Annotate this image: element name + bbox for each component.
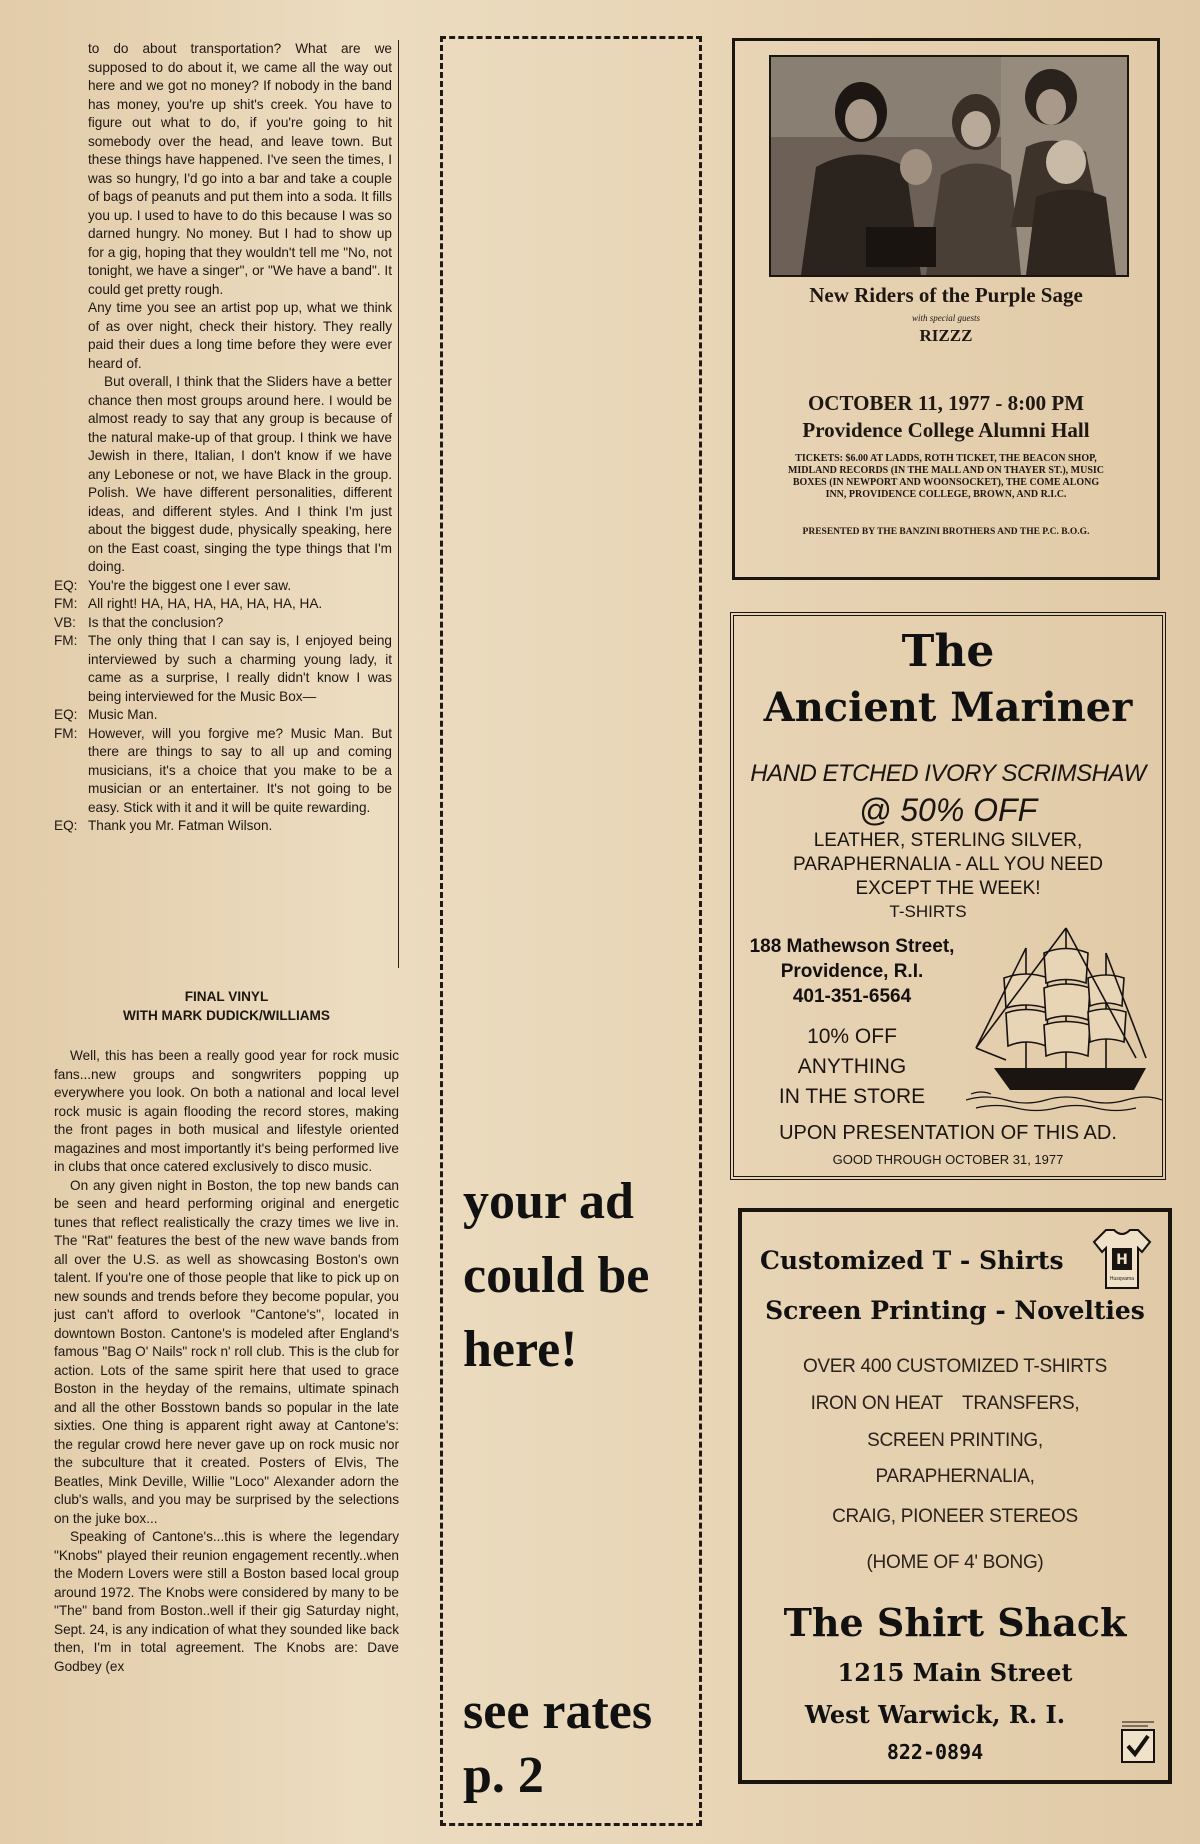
dialogue-line [54, 595, 392, 614]
badge-label: Husqvarna [1109, 1276, 1135, 1282]
shirt-item: IRON ON HEAT TRANSFERS, [810, 1393, 1080, 1414]
speaker: FM: [54, 596, 78, 611]
concert-date: OCTOBER 11, 1977 - 8:00 PM [807, 391, 1085, 415]
sailing-ship-icon [966, 908, 1162, 1118]
shirt-item: SCREEN PRINTING, [867, 1430, 1043, 1451]
dialogue-line [54, 614, 392, 633]
shop-phone: 822-0894 [886, 1740, 984, 1764]
interview-body [54, 40, 392, 577]
final-vinyl-heading [54, 988, 399, 1025]
checkmark-stamp-icon [1118, 1718, 1158, 1768]
concert-ad [732, 38, 1160, 580]
shirt-item: (HOME OF 4' BONG) [866, 1552, 1044, 1573]
mariner-presentation: UPON PRESENTATION OF THIS AD. [779, 1122, 1117, 1144]
heading-line: WITH MARK DUDICK/WILLIAMS [123, 1007, 330, 1023]
speaker: EQ: [54, 707, 78, 722]
article-paragraph: Speaking of Cantone's...this is where the legendary "Knobs" played their reunion engagement recently..when the Modern Lovers were still a Boston based local group around 1972. The Knobs were considered by many to be "The" band from Boston..well if their gig Saturday night, Sept. 24, is any indication of what they sounded like back then, I'm in total agreement. The Knobs are: Dave Godbey (ex [54, 1529, 399, 1674]
article-paragraph: Well, this has been a really good year for rock music fans...new groups and songwriters popping up everywhere you look. On both a national and local level rock music is again flooding the record stores, making the front pages in both musical and lifestyle oriented magazines and most importantly it's being performed live in clubs that once catered exclusively to disco music. [54, 1048, 399, 1174]
mariner-line: PARAPHERNALIA - ALL YOU NEED [792, 854, 1104, 875]
address-line: 188 Mathewson Street, [749, 936, 955, 957]
ad-line: p. 2 [463, 1747, 544, 1804]
interview-paragraph: But overall, I think that the Sliders have a better chance then most groups around here. I would be almost ready to say that any group is because of the natural make-up of that group. I think we have Jewish in there, Italian, I don't know if we have any Lebonese or not, we have Black in the group. Polish. We have different personalities, different ideas, and different styles. And I think I'm just about the biggest dude, physically speaking, here on the East coast, singing the type things that I'm doing. [88, 374, 392, 574]
band-photo [769, 55, 1129, 277]
presented-by: PRESENTED BY THE BANZINI BROTHERS AND THE P.C. B.O.G. [802, 527, 1090, 537]
shirt-item: OVER 400 CUSTOMIZED T-SHIRTS [802, 1356, 1108, 1377]
speaker: EQ: [54, 818, 78, 833]
phone-number: 401-351-6564 [792, 986, 912, 1007]
interview-paragraph: to do about transportation? What are we supposed to do about it, we came all the way out here and we got no money? If nobody in the band has money, you're up shit's creek. You have to figure out what to do, if you're going to hit somebody over the head, and leave town. But these things have happened. I've seen the times, I was so hungry, I'd go into a bar and take a couple of bags of peanuts and put them into a soda. It fills you up. I used to have to do this because I was so darned hungry. No money. But I had to show up for a gig, hoping that they wouldn't tell me "No, not tonight, we have a singer", or "We have a band". It could get pretty rough. [88, 41, 392, 297]
address-line: Providence, R.I. [780, 961, 924, 982]
ad-space-placeholder [440, 36, 702, 1826]
shirt-item: PARAPHERNALIA, [875, 1466, 1035, 1487]
mariner-line: LEATHER, STERLING SILVER, [813, 830, 1083, 851]
ticket-info: TICKETS: $6.00 AT LADDS, ROTH TICKET, THE BEACON SHOP, MIDLAND RECORDS (IN THE MALL AND ON THAYER ST.), MUSIC BOXES (IN NEWPORT AND WOONSOCKET), THE COME ALONG INN, PROVIDENCE COLLEGE, BROWN, AND R.I.C. [787, 453, 1105, 500]
dialogue-text: Music Man. [88, 707, 158, 722]
ad-line: your ad [463, 1173, 634, 1230]
offer-line: IN THE STORE [778, 1085, 926, 1108]
mariner-name: Ancient Mariner [763, 684, 1133, 731]
guest-name: RIZZZ [919, 326, 973, 345]
mariner-address [742, 934, 962, 1009]
offer-line: 10% OFF [807, 1025, 897, 1048]
shop-name: The Shirt Shack [783, 1600, 1127, 1645]
left-article-column [54, 40, 399, 1840]
tshirt-badge [1092, 1226, 1152, 1292]
dialogue-text: All right! HA, HA, HA, HA, HA, HA, HA. [88, 596, 323, 611]
dialogue-line [54, 706, 392, 725]
mariner-line: EXCEPT THE WEEK! [855, 878, 1041, 899]
shop-city: West Warwick, R. I. [804, 1700, 1066, 1729]
ancient-mariner-ad [730, 612, 1166, 1180]
shirt-item: CRAIG, PIONEER STEREOS [832, 1506, 1078, 1527]
mariner-tagline: HAND ETCHED IVORY SCRIMSHAW [750, 760, 1146, 787]
final-vinyl-article [54, 1047, 399, 1676]
offer-line: ANYTHING [797, 1055, 907, 1078]
mariner-good-through: GOOD THROUGH OCTOBER 31, 1977 [832, 1152, 1064, 1167]
svg-text:H: H [1116, 1252, 1128, 1268]
ad-line: see rates [463, 1683, 653, 1740]
shirt-headline: Screen Printing - Novelties [765, 1296, 1145, 1325]
special-guests-label: with special guests [912, 313, 980, 323]
shirt-shack-ad [738, 1208, 1172, 1784]
article-paragraph: On any given night in Boston, the top new bands can be seen and heard performing original and energetic tunes that reflect realistically the crazy times we live in. The "Rat" features the best of the new wave bands from all over the U.S. as well as showcasing Boston's own talent. If you're one of those people that like to pick up on new sounds and trends before they become popular, you just can't afford to overlook "Cantone's", located in downtown Boston. Cantone's is modeled after England's famous "Bag O' Nails" rock n' roll club. This is the club for action. Lots of the same spirit here that used to grace Boston in the heyday of the remains, ultimate spinach and all the other Bosstown bands so popular in the late sixties. One thing is apparent right away at Cantone's: the regular crowd here never gave up on rock music nor the subculture that it created. Posters of Elvis, The Beatles, Mink Deville, Willie "Loco" Alexander adorn the club's walls, and you may be surprised by the selections on the juke box... [54, 1177, 399, 1526]
shirt-headline: Customized T - Shirts [760, 1246, 1064, 1275]
concert-venue: Providence College Alumni Hall [802, 418, 1090, 442]
heading-line: FINAL VINYL [184, 989, 269, 1004]
mariner-line: T-SHIRTS [889, 902, 967, 921]
speaker: FM: [54, 725, 78, 741]
dialogue-text: However, will you forgive me? Music Man. But there are things to say to all up and coming musicians, it's a choice that you make to be a musician or an entertainer. It's not going to be easy. Stick with it and it will be quite rewarding. [88, 725, 392, 815]
shop-street: 1215 Main Street [837, 1658, 1073, 1687]
ad-line: here! [463, 1321, 578, 1378]
speaker: VB: [54, 614, 76, 630]
dialogue-line [54, 725, 392, 818]
dialogue-line [54, 817, 392, 836]
dialogue-text: Is that the conclusion? [88, 614, 224, 630]
interview-paragraph: Any time you see an artist pop up, what we think of as over night, check their history. They really paid their dues a long time before they were ever heard of. [88, 300, 392, 371]
speaker: FM: [54, 633, 78, 648]
tshirt-icon [1092, 1226, 1152, 1292]
ad-line: could be [463, 1247, 650, 1304]
band-name: New Riders of the Purple Sage [809, 283, 1083, 307]
mariner-offer [742, 1022, 962, 1112]
dialogue-text: The only thing that I can say is, I enjoyed being interviewed by such a charming young lady, it came as a surprise, I really didn't know I was being interviewed for the Music Box— [88, 633, 392, 704]
dialogue-text: You're the biggest one I ever saw. [88, 577, 292, 593]
interview-continuation [54, 40, 399, 968]
dialogue-line [54, 632, 392, 706]
mariner-discount: @ 50% OFF [858, 792, 1038, 828]
band-photo-illustration [771, 57, 1127, 275]
speaker: EQ: [54, 577, 78, 593]
mariner-the: The [901, 626, 995, 677]
dialogue-text: Thank you Mr. Fatman Wilson. [88, 818, 273, 833]
dialogue-line [54, 577, 392, 596]
